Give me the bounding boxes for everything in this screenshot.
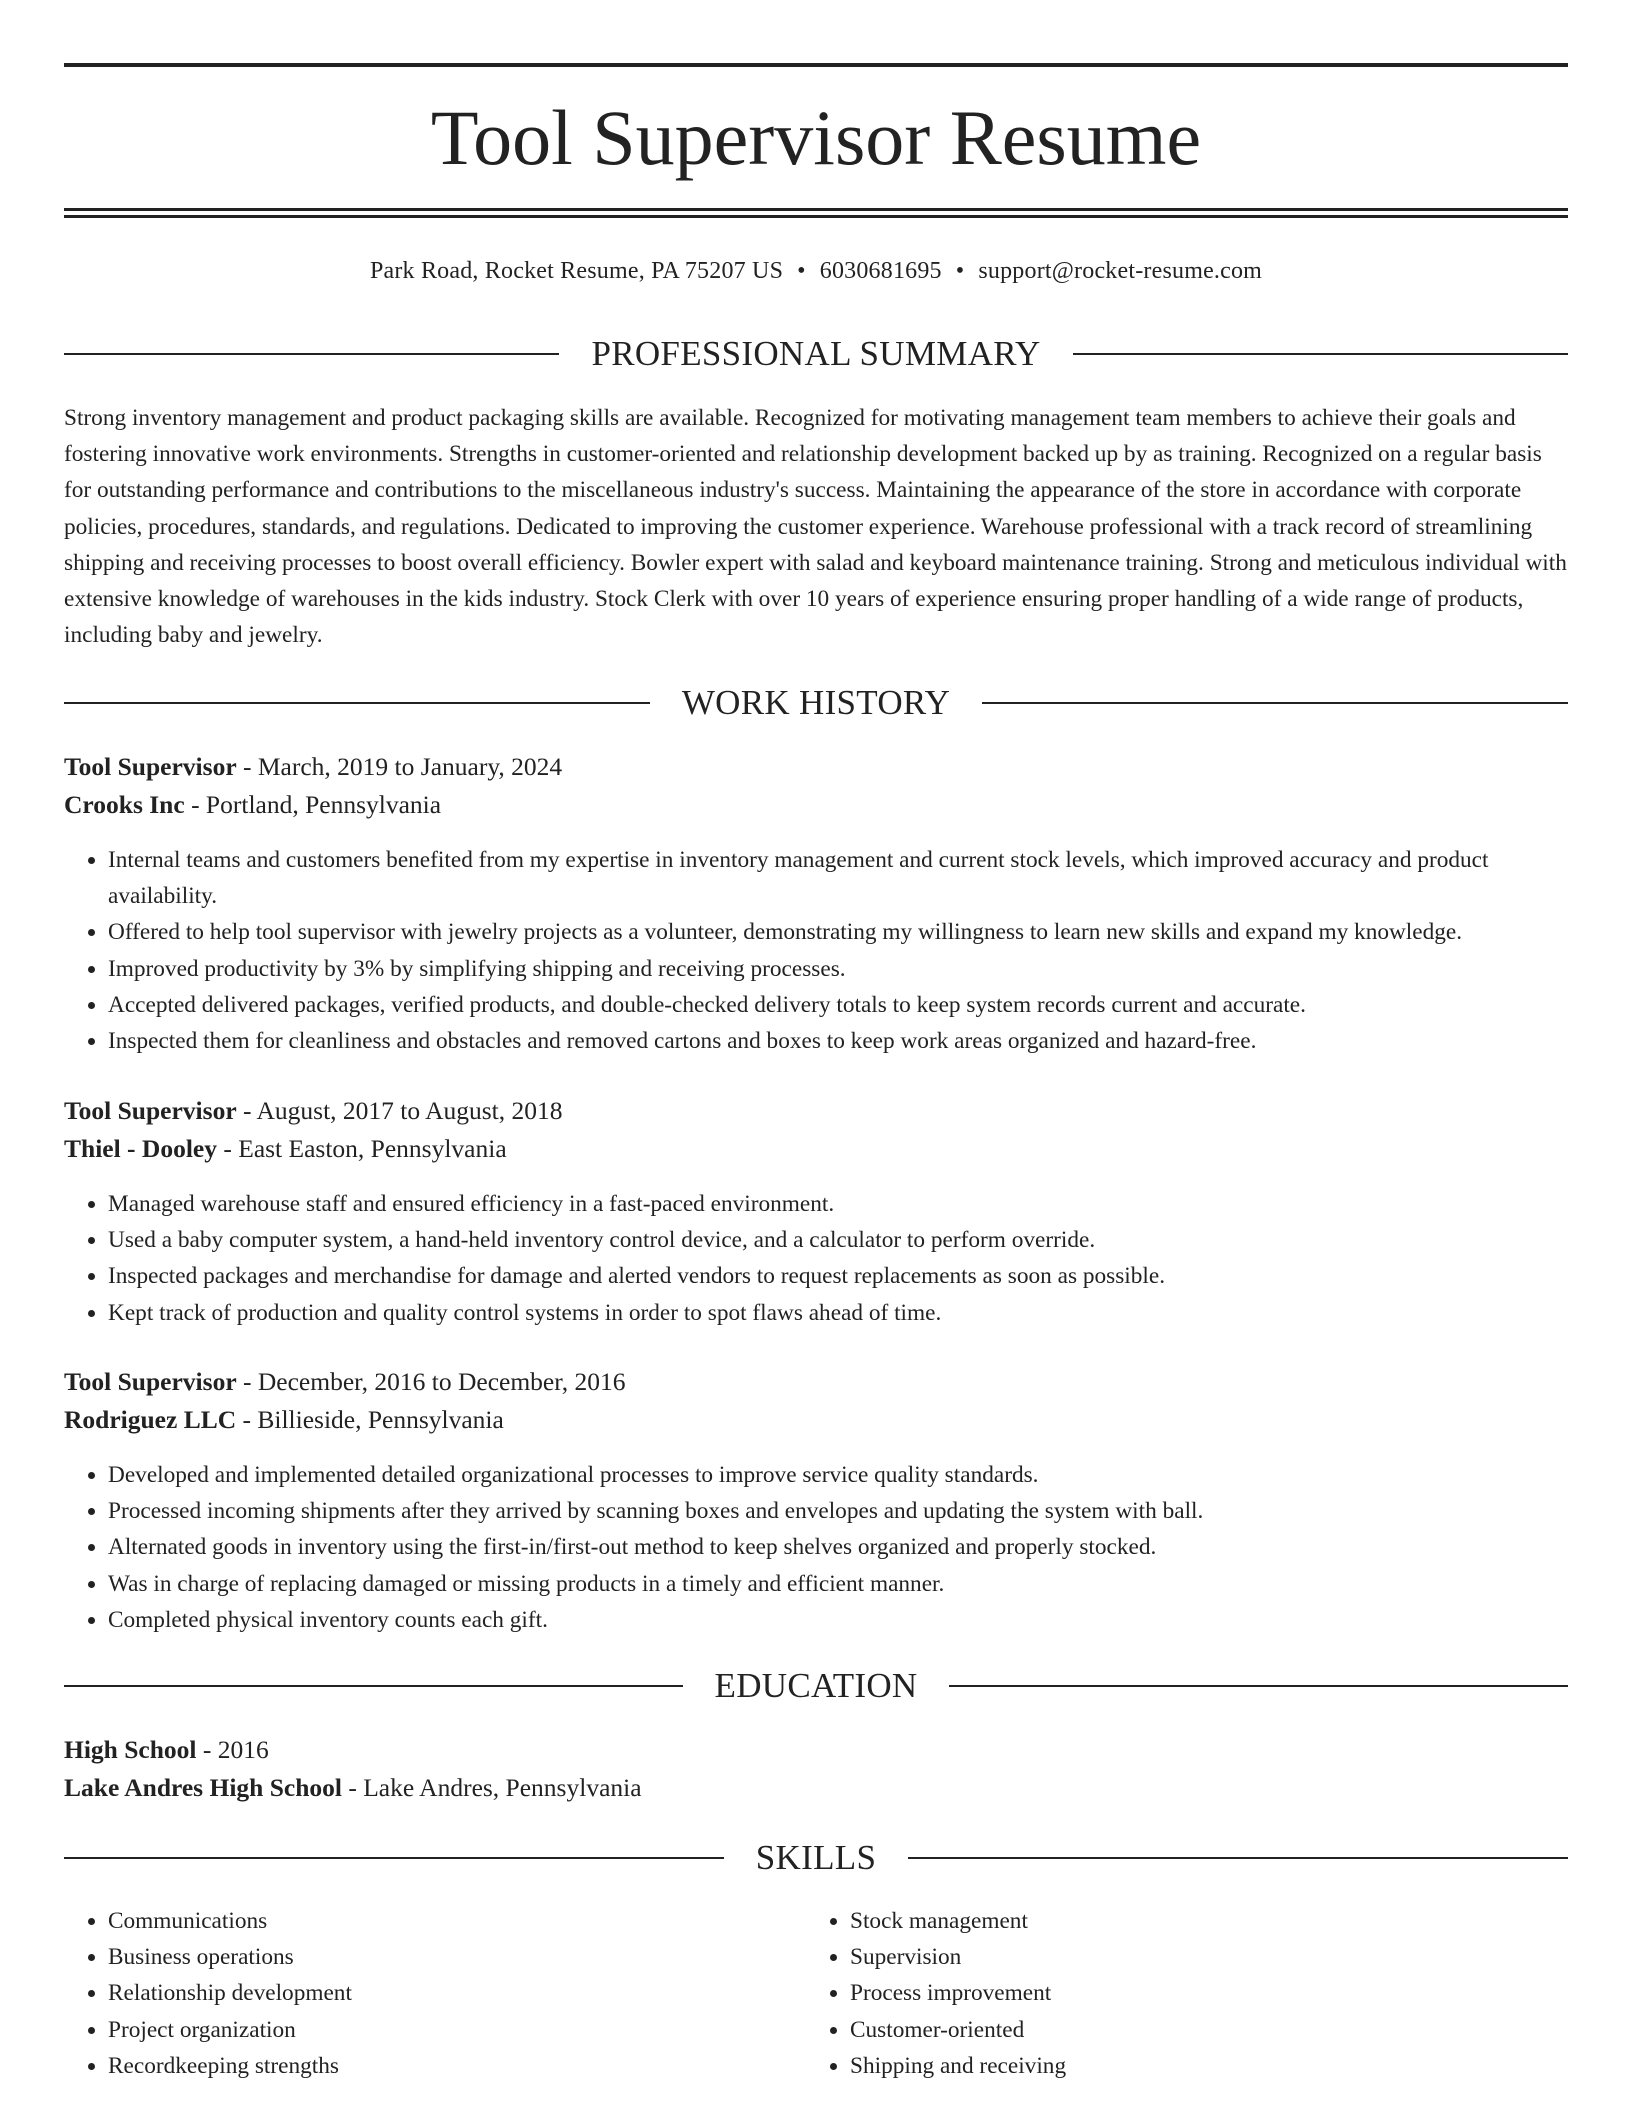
skill-item: • Customer-oriented [850, 2012, 1550, 2048]
resume-title: Tool Supervisor Resume [430, 94, 1202, 181]
section-title: WORK HISTORY [681, 683, 951, 722]
heading-rule [64, 353, 559, 355]
list-item: • Managed warehouse staff and ensured efficiency in a fast-paced environment. [108, 1186, 1568, 1222]
skill-item: • Stock management [850, 1903, 1550, 1939]
heading-rule [908, 1857, 1568, 1859]
job-title: Tool Supervisor [64, 1096, 237, 1125]
job-company-line [64, 1402, 1568, 1438]
education-degree: High School [64, 1735, 197, 1764]
list-item: • Inspected packages and merchandise for damage and alerted vendors to request replacements as soon as possible. [108, 1258, 1568, 1294]
list-item: • Developed and implemented detailed organizational processes to improve service quality standards. [108, 1457, 1568, 1493]
list-item: • Used a baby computer system, a hand-held inventory control device, and a calculator to perform override. [108, 1222, 1568, 1258]
title-double-rule [64, 208, 1568, 218]
section-title: EDUCATION [714, 1666, 918, 1705]
list-item: • Kept track of production and quality control systems in order to spot flaws ahead of time. [108, 1295, 1568, 1331]
education-degree-line [64, 1732, 1568, 1768]
job-location: - Billieside, Pennsylvania [236, 1405, 504, 1434]
list-item: • Accepted delivered packages, verified products, and double-checked delivery totals to keep system records current and accurate. [108, 987, 1568, 1023]
contact-email[interactable]: support@rocket-resume.com [978, 258, 1263, 284]
contact-phone[interactable]: 6030681695 [819, 258, 942, 284]
skills-list-left [64, 1903, 808, 2084]
job-company: Crooks Inc [64, 790, 185, 819]
contact-separator: • [797, 258, 806, 284]
job-company: Rodriguez LLC [64, 1405, 237, 1434]
list-item: • Inspected them for cleanliness and obstacles and removed cartons and boxes to keep work areas organized and hazard-free. [108, 1023, 1568, 1059]
skills-list-right [806, 1903, 1550, 2084]
job-title-line [64, 1093, 1568, 1129]
heading-rule [982, 702, 1568, 704]
heading-rule [64, 1685, 683, 1687]
job-bullets [64, 1457, 1568, 1638]
list-item: • Processed incoming shipments after they arrived by scanning boxes and envelopes and updating the system with ball. [108, 1493, 1568, 1529]
job-company: Thiel - Dooley [64, 1134, 217, 1163]
job-title: Tool Supervisor [64, 1367, 237, 1396]
education-year: - 2016 [196, 1735, 269, 1764]
contact-separator: • [955, 258, 965, 284]
skill-item: • Project organization [108, 2012, 808, 2048]
contact-address: Park Road, Rocket Resume, PA 75207 US [369, 258, 784, 284]
education-school-line [64, 1770, 1568, 1806]
job-dates: - December, 2016 to December, 2016 [236, 1367, 626, 1396]
list-item: • Internal teams and customers benefited from my expertise in inventory management and current stock levels, which improved accuracy and product availability. [108, 842, 1568, 914]
job-title-line [64, 1364, 1568, 1400]
heading-rule [1073, 353, 1568, 355]
section-heading-work-history [64, 681, 1568, 725]
summary-paragraph: Strong inventory management and product packaging skills are available. Recognized for motivating management team members to achieve their goals and fostering innovative work environments. Strengths in customer-oriented and relationship development backed up by as training. Recognized on a regular basis for outstanding performance and contributions to the miscellaneous industry's success. Maintaining the appearance of the store in accordance with corporate policies, procedures, standards, and regulations. Dedicated to improving the customer experience. Warehouse professional with a track record of streamlining shipping and receiving processes to boost overall efficiency. Bowler expert with salad and keyboard maintenance training. Strong and meticulous individual with extensive knowledge of warehouses in the kids industry. Stock Clerk with over 10 years of experience ensuring proper handling of a wide range of products, including baby and jewelry. [64, 405, 1567, 649]
heading-rule [64, 1857, 724, 1859]
job-bullets [64, 842, 1568, 1059]
section-heading-skills [64, 1836, 1568, 1880]
job-dates: - August, 2017 to August, 2018 [236, 1096, 563, 1125]
contact-line [64, 254, 1568, 288]
skill-item: • Process improvement [850, 1975, 1550, 2011]
heading-rule [64, 702, 650, 704]
skill-item: • Shipping and receiving [850, 2048, 1550, 2084]
skill-item: • Recordkeeping strengths [108, 2048, 808, 2084]
skill-item: • Business operations [108, 1939, 808, 1975]
skill-item: • Communications [108, 1903, 808, 1939]
section-title: SKILLS [755, 1838, 877, 1877]
job-dates: - March, 2019 to January, 2024 [236, 752, 563, 781]
skill-item: • Supervision [850, 1939, 1550, 1975]
education-school: Lake Andres High School [64, 1773, 342, 1802]
job-location: - Portland, Pennsylvania [184, 790, 442, 819]
job-bullets [64, 1186, 1568, 1331]
list-item: • Offered to help tool supervisor with jewelry projects as a volunteer, demonstrating my willingness to learn new skills and expand my knowledge. [108, 914, 1568, 950]
list-item: • Improved productivity by 3% by simplifying shipping and receiving processes. [108, 951, 1568, 987]
section-title: PROFESSIONAL SUMMARY [591, 334, 1041, 373]
list-item: • Was in charge of replacing damaged or missing products in a timely and efficient manner. [108, 1566, 1568, 1602]
education-location: - Lake Andres, Pennsylvania [341, 1773, 642, 1802]
skill-item: • Relationship development [108, 1975, 808, 2011]
section-heading-summary [64, 332, 1568, 376]
list-item: • Completed physical inventory counts each gift. [108, 1602, 1568, 1638]
job-company-line [64, 1131, 1568, 1167]
job-title: Tool Supervisor [64, 752, 237, 781]
top-rule [64, 63, 1568, 67]
section-heading-education [64, 1664, 1568, 1708]
job-location: - East Easton, Pennsylvania [217, 1134, 507, 1163]
heading-rule [949, 1685, 1568, 1687]
job-title-line [64, 749, 1568, 785]
job-company-line [64, 787, 1568, 823]
list-item: • Alternated goods in inventory using the first-in/first-out method to keep shelves organized and properly stocked. [108, 1529, 1568, 1565]
